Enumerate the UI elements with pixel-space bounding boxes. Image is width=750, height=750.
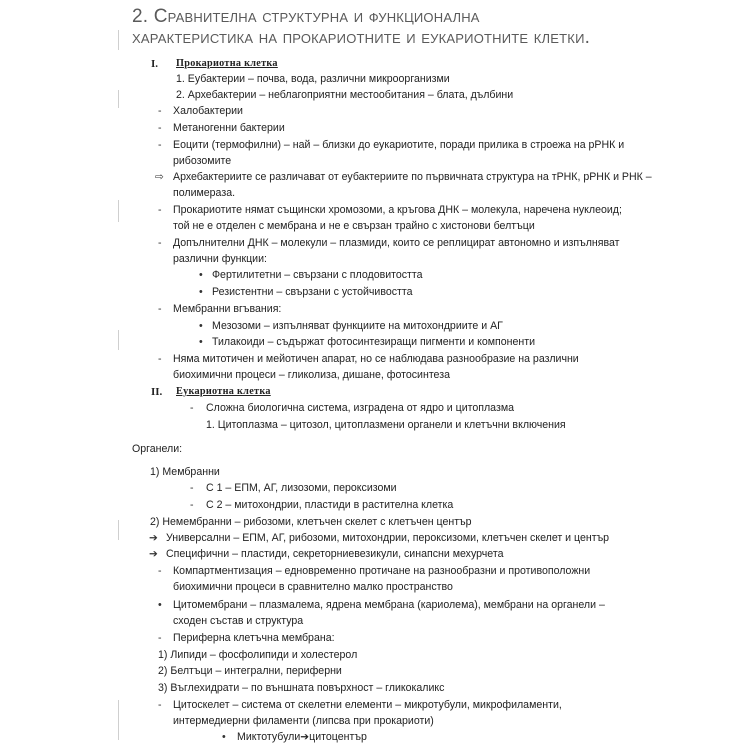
list-item-cont: сходен състав и структура bbox=[173, 615, 304, 627]
list-item: 2. Архебактерии – неблагоприятни местообитания – блата, дълбини bbox=[176, 89, 514, 101]
arrow-icon: ➔ bbox=[149, 532, 158, 544]
arrow-icon: ➔ bbox=[300, 731, 310, 743]
dash-bullet: - bbox=[158, 204, 162, 216]
margin-mark bbox=[118, 520, 119, 540]
list-item-cont: биохимични процеси в сравнително малко пространство bbox=[173, 581, 453, 593]
dash-bullet: - bbox=[158, 303, 162, 315]
list-item-cont: различни функции: bbox=[173, 253, 267, 265]
arrow-icon: ⇨ bbox=[155, 171, 164, 183]
list-item-cont: интермедиерни филаменти (липсва при прокариоти) bbox=[173, 715, 434, 727]
list-item: Сложна биологична система, изградена от ядро и цитоплазма bbox=[206, 402, 514, 414]
list-item: С 2 – митохондрии, пластиди в растителна клетка bbox=[206, 499, 454, 511]
dot-bullet: • bbox=[199, 286, 203, 298]
list-item: Тилакоиди – съдържат фотосинтезиращи пигменти и компоненти bbox=[212, 336, 535, 348]
list-item-part: цитоцентър bbox=[309, 731, 367, 743]
list-item: Мембранни вгъвания: bbox=[173, 303, 282, 315]
title-line-2: характеристика на прокариотните и еукариотните клетки. bbox=[132, 27, 591, 48]
margin-mark bbox=[118, 30, 119, 50]
dot-bullet: • bbox=[199, 320, 203, 332]
list-item: 2) Белтъци – интегрални, периферни bbox=[158, 665, 342, 677]
dash-bullet: - bbox=[158, 139, 162, 151]
dash-bullet: - bbox=[158, 105, 162, 117]
list-item: Цитоскелет – система от скелетни елементи – микротубули, микрофиламенти, bbox=[173, 699, 562, 711]
list-item: 1. Еубактерии – почва, вода, различни микроорганизми bbox=[176, 73, 450, 85]
list-item-cont: полимераза. bbox=[173, 187, 236, 199]
subheading: Органели: bbox=[132, 443, 183, 455]
list-item: 3) Въглехидрати – по външната повърхност – гликокаликс bbox=[158, 682, 445, 694]
list-item: Прокариотите нямат същински хромозоми, а кръгова ДНК – молекула, наречена нуклеоид; bbox=[173, 204, 622, 216]
list-item-part: Миктотубули bbox=[237, 731, 301, 743]
list-item bbox=[237, 730, 367, 744]
list-item-cont: рибозомите bbox=[173, 155, 232, 167]
dot-bullet: • bbox=[158, 599, 162, 611]
dot-bullet: • bbox=[199, 336, 203, 348]
list-item: С 1 – ЕПМ, АГ, лизозоми, пероксизоми bbox=[206, 482, 397, 494]
list-item: Цитомембрани – плазмалема, ядрена мембрана (кариолема), мембрани на органели – bbox=[173, 599, 605, 611]
list-item: Фертилитетни – свързани с плодовитостта bbox=[212, 269, 423, 281]
list-item: Архебактериите се различават от еубактериите по първичната структура на тРНК, рРНК и РНК – bbox=[173, 171, 652, 183]
list-item: 1. Цитоплазма – цитозол, цитоплазмени органели и клетъчни включения bbox=[206, 419, 566, 431]
dash-bullet: - bbox=[158, 565, 162, 577]
list-item: Допълнителни ДНК – молекули – плазмиди, които се реплицират автономно и изпълняват bbox=[173, 237, 620, 249]
dash-bullet: - bbox=[190, 482, 194, 494]
arrow-icon: ➔ bbox=[149, 548, 158, 560]
margin-mark bbox=[118, 90, 119, 108]
list-item: 1) Мембранни bbox=[150, 466, 220, 478]
margin-mark bbox=[118, 200, 119, 222]
section-heading: Еукариотна клетка bbox=[176, 386, 271, 397]
list-item: 1) Липиди – фосфолипиди и холестерол bbox=[158, 649, 358, 661]
list-item: Резистентни – свързани с устойчивостта bbox=[212, 286, 413, 298]
list-item: Няма митотичен и мейотичен апарат, но се наблюдава разнообразие на различни bbox=[173, 353, 579, 365]
dash-bullet: - bbox=[158, 122, 162, 134]
dash-bullet: - bbox=[158, 699, 162, 711]
list-item: Еоцити (термофилни) – най – близки до еукариотите, поради прилика в строежа на рРНК и bbox=[173, 139, 625, 151]
dot-bullet: • bbox=[222, 731, 226, 743]
list-item: Универсални – ЕПМ, АГ, рибозоми, митохондрии, пероксизоми, клетъчен скелет и център bbox=[166, 532, 610, 544]
dash-bullet: - bbox=[158, 353, 162, 365]
section-numeral: II. bbox=[151, 386, 163, 398]
list-item: Компартментизация – едновременно протичане на разнообразни и противоположни bbox=[173, 565, 591, 577]
page-title bbox=[132, 6, 732, 48]
dash-bullet: - bbox=[158, 237, 162, 249]
dash-bullet: - bbox=[190, 402, 194, 414]
dash-bullet: - bbox=[158, 632, 162, 644]
dot-bullet: • bbox=[199, 269, 203, 281]
title-line-1: 2. Сравнителна структурна и функционална bbox=[132, 6, 480, 27]
list-item: Периферна клетъчна мембрана: bbox=[173, 632, 335, 644]
list-item: Специфични – пластиди, секреторниевезикули, синапсни мехурчета bbox=[166, 548, 504, 560]
list-item-cont: той не е отделен с мембрана и не е свързан трайно с хистонови белтъци bbox=[173, 220, 535, 232]
list-item: 2) Немембранни – рибозоми, клетъчен скелет с клетъчен център bbox=[150, 516, 472, 528]
dash-bullet: - bbox=[190, 499, 194, 511]
list-item-cont: биохимични процеси – гликолиза, дишане, фотосинтеза bbox=[173, 369, 450, 381]
list-item: Метаногенни бактерии bbox=[173, 122, 285, 134]
section-numeral: I. bbox=[151, 58, 159, 70]
margin-mark bbox=[118, 330, 119, 350]
margin-mark bbox=[118, 700, 119, 740]
list-item: Халобактерии bbox=[173, 105, 243, 117]
section-heading: Прокариотна клетка bbox=[176, 58, 278, 69]
list-item: Мезозоми – изпълняват функциите на митохондриите и АГ bbox=[212, 320, 503, 332]
